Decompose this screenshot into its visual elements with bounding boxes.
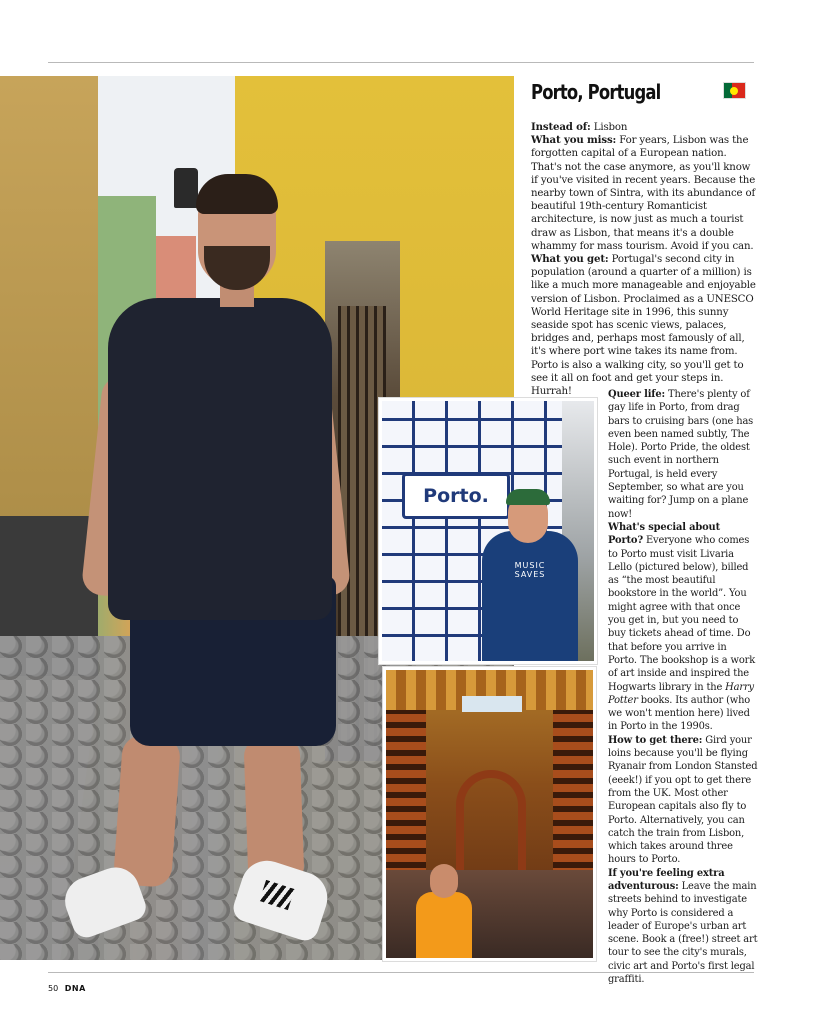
adventurous-label: If you're feeling extra adventurous: (608, 867, 725, 892)
article-column-upper (531, 121, 759, 398)
queer-life-text: There's plenty of gay life in Porto, from drag bars to cruising bars (one has even been named subtly, The Hole). Porto Pride, the oldest such event in northern Portugal, is held every September, so what are you waiting for? Jump on a plane now! (608, 389, 754, 520)
page-footer (48, 984, 86, 993)
what-you-get-text: Portugal's second city in population (around a quarter of a million) is like a much more manageable and enjoyable version of Lisbon. Proclaimed as a UNESCO World Heritage site in 1996, this sunny seaside spot has scenic views, palaces, bridges and, perhaps most famously of all, it's where port wine takes its name from. Porto is also a walking city, so you'll get to see it all on foot and get your steps in. Hurrah! (531, 254, 756, 398)
special-text-2: books. Its author (who we won't mention here) lived in Porto in the 1990s. (608, 694, 751, 733)
t-shirt (108, 298, 332, 620)
what-you-miss-label: What you miss: (531, 134, 617, 147)
article-column-lower (608, 388, 758, 986)
man-body (482, 531, 578, 664)
shirt-print: MUSIC SAVES (514, 561, 546, 579)
how-to-get-there-label: How to get there: (608, 734, 703, 746)
queer-life-paragraph (608, 388, 758, 521)
instead-of-paragraph (531, 121, 759, 134)
special-paragraph (608, 521, 758, 734)
beard (204, 246, 270, 290)
bookstore-photo (383, 667, 596, 961)
what-you-miss-paragraph (531, 134, 759, 253)
magazine-brand: DNA (64, 984, 86, 993)
page-title: Porto, Portugal (531, 80, 661, 104)
how-to-get-there-text: Gird your loins because you'll be flying Ryanair from London Stansted (eeek!) if you opt to get there from the UK. Most other European capitals also fly to Porto. Alternatively, you can catch the train from Lisbon, which takes around three hours to Porto. (608, 734, 758, 866)
what-you-miss-text: For years, Lisbon was the forgotten capital of a European nation. That's not the case anymore, as you'll know if you've visited in recent years. Because the nearby town of Sintra, with its abundance of beautiful 19th-century Romanticist architecture, is now just as much a tourist draw as Lisbon, that means it's a double whammy for mass tourism. Avoid if you can. (531, 135, 756, 252)
how-to-get-there-paragraph (608, 734, 758, 867)
portugal-flag-icon (723, 82, 746, 99)
queer-life-label: Queer life: (608, 389, 666, 400)
orange-tshirt (416, 892, 472, 958)
instead-of-label: Instead of: (531, 121, 591, 133)
man-face (430, 864, 458, 898)
adventurous-text: Leave the main streets behind to investigate why Porto is considered a leader of Europe's urban art scene. Book a (free!) street art tour to see the city's murals, civic art and Porto's first legal graffiti. (608, 880, 758, 986)
skylight (462, 696, 522, 712)
hair (196, 174, 278, 214)
porto-sign-photo (379, 398, 597, 664)
cap (506, 489, 550, 505)
what-you-get-paragraph (531, 253, 759, 398)
what-you-get-label: What you get: (531, 253, 609, 266)
special-text-1: Everyone who comes to Porto must visit Livaria Lello (pictured below), billed as “the most beautiful bookstore in the world”. You might agree with that once you get in, but you need to buy tickets ahead of time. Do that before you arrive in Porto. The bookshop is a work of art inside and inspired the Hogwarts library in the (608, 535, 756, 693)
special-italic: Harry Potter (608, 681, 754, 706)
porto-sign: Porto. (402, 473, 510, 519)
left-leg (113, 734, 181, 888)
top-rule (48, 62, 754, 63)
page-number: 50 (48, 984, 59, 993)
flag-emblem (730, 87, 738, 95)
instead-of-text: Lisbon (590, 122, 628, 133)
special-label: What's special about Porto? (608, 521, 720, 547)
bottom-rule (48, 972, 754, 973)
adventurous-paragraph (608, 867, 758, 987)
